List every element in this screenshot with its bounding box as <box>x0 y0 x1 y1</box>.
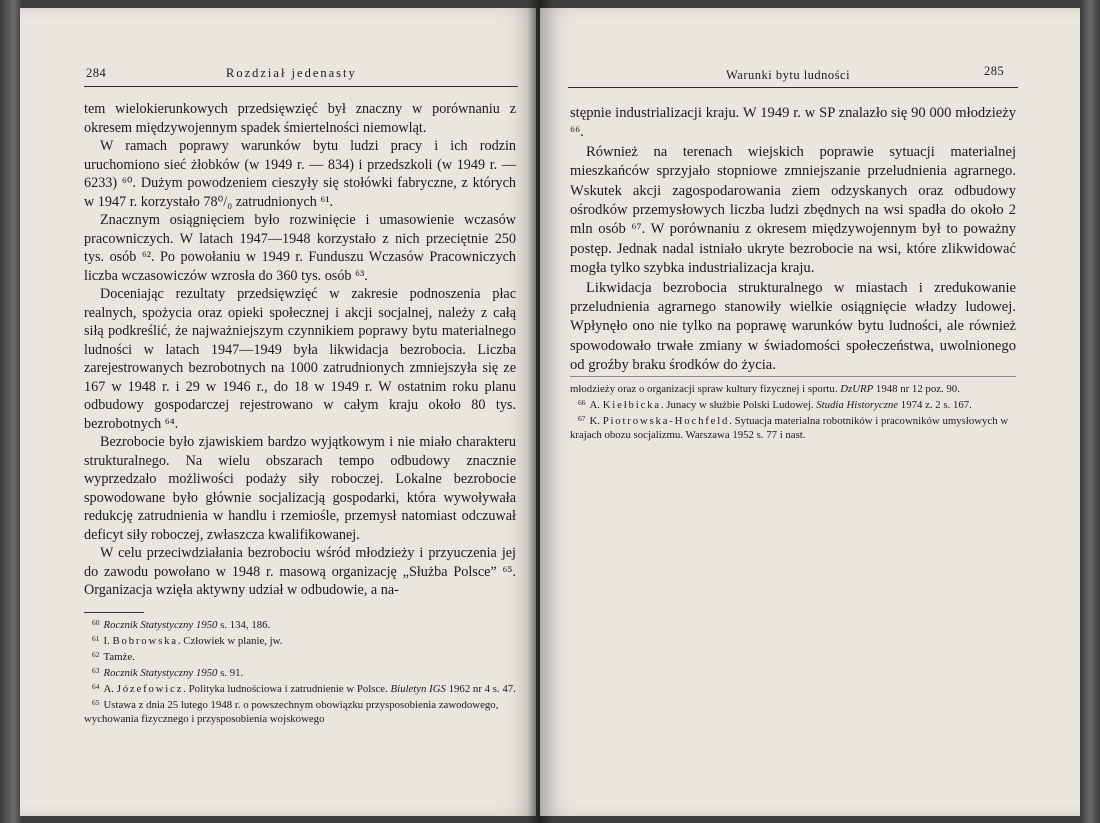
footnote-text: 1974 z. 2 s. 167. <box>898 399 972 411</box>
footnote-text: . Człowiek w planie, jw. <box>177 635 283 647</box>
footnote <box>84 632 518 648</box>
footnote-text: 1962 nr 4 s. 47. <box>445 683 516 695</box>
footnote-text: . Polityka ludnościowa i zatrudnienie w Polsce. <box>183 683 391 695</box>
paragraph: Również na terenach wiejskich poprawie sytuacji materialnej mieszkańców sprzyjało stopniowe zmniejszanie przeludnienia agrarnego. Wskutek akcji zagospodarowania ziem odzyskanych oraz odbudowy ośrodków przemysłowych liczba ludzi zbędnych na wsi spadła do około 2 mln osób ⁶⁷. W porównaniu z okresem międzywojennym był to poważny postęp. Jednak nadal istniało ukryte bezrobocie na wsi, które zlikwidować mogła tylko szybka industrializacja kraju. <box>570 143 1016 277</box>
footnote-mark: 61 <box>92 634 100 643</box>
page-number-right: 285 <box>984 64 1005 78</box>
footnote-text: Ustawa z dnia 25 lutego 1948 r. o powszechnym obowiązku przysposobienia zawodowego, wychowania fizycznego i przysposobienia wojskowego <box>84 699 499 725</box>
footnote-mark: 64 <box>92 682 100 691</box>
footnote-text: młodzieży oraz o organizacji spraw kultury fizycznej i sportu. <box>570 383 841 395</box>
footnote-mark: 65 <box>92 698 100 707</box>
paragraph: Doceniając rezultaty przedsięwzięć w zakresie podnoszenia płac realnych, spożycia oraz opieki społecznej i akcji socjalnej, należy z całą siłą podkreślić, że najważniejszym czynnikiem poprawy bytu materialnego ludności w latach 1947—1949 była likwidacja bezrobocia. Liczba zarejestrowanych bezrobotnych na 1000 zatrudnionych zmniejszyła się ze 167 w 1948 r. i 29 w 1946 r., do 18 w 1949 r. W ostatnim roku planu odbudowy gospodarczej rejestrowano w całym kraju około 80 tys. bezrobotnych ⁶⁴. <box>84 286 516 432</box>
right-footnotes <box>570 382 1016 442</box>
footnote-text: Józefowicz <box>116 683 184 695</box>
footnote-separator-right <box>570 376 1016 377</box>
footnote-text: I. <box>103 635 113 647</box>
footnote <box>84 648 518 664</box>
footnote-text: A. <box>589 399 603 411</box>
header-rule-left <box>84 86 518 87</box>
footnote-separator-left <box>84 612 144 613</box>
footnote-text: Rocznik Statystyczny 1950 <box>103 619 218 631</box>
footnote-mark: 67 <box>578 414 586 423</box>
footnote-text: Tamże. <box>103 651 135 663</box>
paragraph: tem wielokierunkowych przedsięwzięć był znaczny w porównaniu z okresem międzywojennym spadek śmiertelności niemowląt. <box>84 101 516 136</box>
footnote <box>570 396 1016 412</box>
footnote-text: Studia Historyczne <box>816 399 899 411</box>
header-rule-right <box>568 87 1018 88</box>
footnote-text: Biuletyn IGS <box>390 683 446 695</box>
footnote-text: . Junacy w służbie Polski Ludowej. <box>660 399 817 411</box>
footnote <box>84 696 518 726</box>
running-head-right: Warunki bytu ludności <box>726 68 851 82</box>
footnote-text: Rocznik Statystyczny 1950 <box>103 667 218 679</box>
running-head-left: Rozdział jedenasty <box>226 66 357 80</box>
paragraph: stępnie industrializacji kraju. W 1949 r. w SP znalazło się 90 000 młodzieży ⁶⁶. <box>570 105 1016 141</box>
footnote-text: 1948 nr 12 poz. 90. <box>873 383 960 395</box>
paragraph: W ramach poprawy warunków bytu ludzi pracy i ich rodzin uruchomiono sieć żłobków (w 1949 r. — 834) i przedszkoli (w 1949 r. — 6233) ⁶⁰. Dużym powodzeniem cieszyły się stołówki fabryczne, z których w 1947 r. korzystało 78⁰/₀ zatrudnionych ⁶¹. <box>84 138 516 210</box>
footnote-text: Kiełbicka <box>602 399 661 411</box>
left-body-text <box>84 100 516 600</box>
paragraph: Znacznym osiągnięciem było rozwinięcie i umasowienie wczasów pracowniczych. W latach 1947—1948 korzystało z nich przeciętnie 250 tys. osób ⁶². Po powołaniu w 1949 r. Funduszu Wczasów Pracowniczych liczba wczasowiczów wzrosła do 360 tys. osób ⁶³. <box>84 212 516 284</box>
footnote <box>84 616 518 632</box>
footnote-text: DzURP <box>840 383 874 395</box>
footnote-mark: 66 <box>578 398 586 407</box>
footnote-text: K. <box>589 415 603 427</box>
left-footnotes <box>84 616 518 726</box>
footnote-text: A. <box>103 683 117 695</box>
footnote <box>84 680 518 696</box>
footnote <box>84 664 518 680</box>
footnote-mark: 63 <box>92 666 100 675</box>
footnote-text: s. 91. <box>217 667 244 679</box>
footnote-text: Bobrowska <box>112 635 178 647</box>
right-body-text <box>570 104 1016 376</box>
footnote-mark: 62 <box>92 650 100 659</box>
paragraph: Likwidacja bezrobocia strukturalnego w miastach i zredukowanie przeludnienia agrarnego stanowiły wielkie osiągnięcie władzy ludowej. Wpłynęło ono nie tylko na poprawę warunków bytu ludności, ale również spowodowało trwałe zmiany w świadomości społeczeństwa, uwolnionego od groźby braku środków do życia. <box>570 279 1016 374</box>
footnote <box>570 382 1016 396</box>
left-page <box>20 8 536 816</box>
footnote-mark: 60 <box>92 618 100 627</box>
paragraph: W celu przeciwdziałania bezrobociu wśród młodzieży i przyuczenia jej do zawodu powołano w 1948 r. masową organizację „Służba Polsce” ⁶⁵. Organizacja wzięła aktywny udział w odbudowie, a na- <box>84 545 516 598</box>
right-page <box>540 8 1080 816</box>
footnote-text: . Sytuacja materialna robotników i pracowników umysłowych w krajach obozu socjalizmu. Warszawa 1952 s. 77 i nast. <box>570 415 1009 441</box>
page-number-left: 284 <box>86 66 107 80</box>
paragraph: Bezrobocie było zjawiskiem bardzo wyjątkowym i nie miało charakteru strukturalnego. Na wielu obszarach tempo odbudowy znacznie wyprzedzało możliwości podaży siły roboczej. Lokalne bezrobocie spowodowane było głównie socjalizacją gospodarki, która wywoływała redukcję zatrudnienia w handlu i rzemiośle, przemysł natomiast odczuwał deficyt siły roboczej, zwłaszcza kwalifikowanej. <box>84 434 516 543</box>
footnote-text: s. 134, 186. <box>217 619 271 631</box>
footnote <box>570 412 1016 442</box>
footnote-text: Piotrowska-Hochfeld <box>602 415 730 427</box>
